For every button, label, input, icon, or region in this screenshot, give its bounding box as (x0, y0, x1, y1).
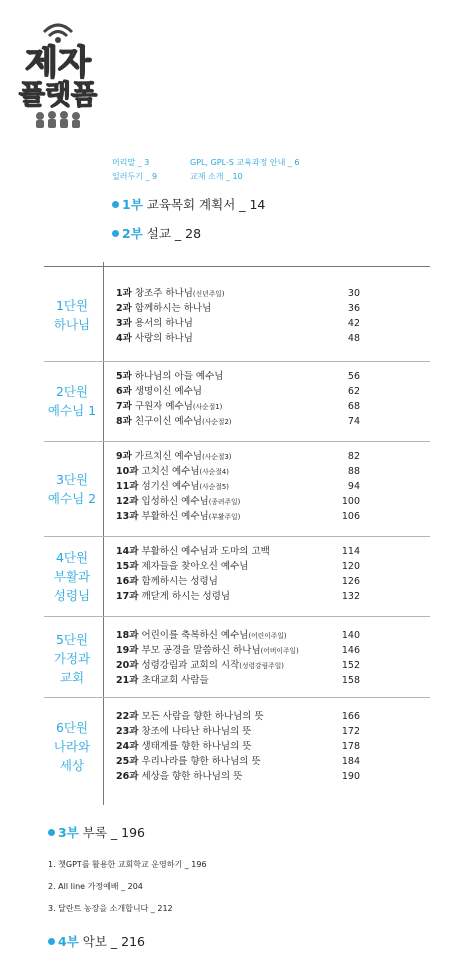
appendix-item: 3. 달란트 농장을 소개합니다 _ 212 (48, 904, 173, 913)
lesson-occasion: (어버이주일) (260, 647, 299, 655)
front-item-preface: 머리말 _ 3 (112, 158, 150, 167)
lesson-page: 74 (347, 416, 360, 427)
lesson-item (116, 316, 193, 331)
lesson-number: 4과 (116, 333, 132, 344)
lesson-number: 8과 (116, 416, 132, 427)
lesson-item (116, 384, 202, 399)
unit-name: 교회 (59, 670, 85, 685)
unit-divider (44, 536, 430, 537)
unit-number: 6단원 (55, 720, 89, 735)
lesson-title: 생태계를 향한 하나님의 뜻 (141, 741, 252, 752)
logo-line1: 제자 (25, 43, 91, 83)
lesson-page: 68 (347, 401, 360, 412)
lesson-number: 24과 (116, 741, 139, 752)
lesson-page: 106 (341, 511, 360, 522)
lesson-occasion: (사순절1) (192, 403, 223, 411)
lesson-page: 42 (347, 318, 360, 329)
lesson-item (116, 449, 231, 465)
lesson-item (116, 628, 287, 644)
unit-name: 성령님 (53, 588, 91, 603)
lesson-item (116, 399, 222, 415)
lesson-title: 고치신 예수님 (141, 466, 200, 477)
lesson-number: 6과 (116, 386, 132, 397)
lesson-item (116, 331, 193, 346)
lesson-number: 21과 (116, 675, 139, 686)
part-title: 교육목회 계획서 _ 14 (146, 197, 266, 212)
lesson-page: 36 (347, 303, 360, 314)
lesson-occasion: (신년주일) (192, 290, 225, 298)
lesson-title: 제자들을 찾아오신 예수님 (141, 561, 249, 572)
lesson-item (116, 739, 251, 754)
unit-2-label (44, 382, 100, 420)
lesson-title: 초대교회 사람들 (141, 675, 209, 686)
lesson-occasion: (어린이주일) (248, 632, 287, 640)
unit-name: 세상 (59, 758, 85, 773)
lesson-page: 166 (341, 711, 360, 722)
unit-divider (44, 697, 430, 698)
lesson-number: 16과 (116, 576, 139, 587)
part-title: 악보 _ 216 (82, 934, 145, 949)
part-number: 4부 (58, 934, 79, 949)
logo-line2: 플랫폼 (18, 80, 98, 111)
lesson-number: 7과 (116, 401, 132, 412)
unit-name: 예수님 2 (47, 491, 97, 506)
lesson-title: 함께하시는 성령님 (141, 576, 218, 587)
lesson-title: 구원자 예수님 (134, 401, 193, 412)
part-4-heading (48, 932, 145, 950)
lesson-number: 19과 (116, 645, 139, 656)
lesson-number: 20과 (116, 660, 139, 671)
lesson-item (116, 286, 225, 302)
lesson-title: 부활하신 예수님 (141, 511, 209, 522)
lesson-number: 3과 (116, 318, 132, 329)
lesson-page: 94 (347, 481, 360, 492)
lesson-item (116, 369, 223, 384)
lesson-occasion: (사순절5) (199, 483, 229, 491)
lesson-item (116, 724, 251, 739)
lesson-page: 48 (347, 333, 360, 344)
lesson-item (116, 769, 242, 784)
unit-6-label (44, 718, 100, 775)
unit-name: 부활과 (53, 569, 91, 584)
lesson-page: 184 (341, 756, 360, 767)
lesson-item (116, 658, 284, 674)
unit-name: 가정과 (53, 651, 91, 666)
lesson-page: 82 (347, 451, 360, 462)
unit-divider (44, 616, 430, 617)
lesson-title: 용서의 하나님 (134, 318, 193, 329)
lesson-item (116, 574, 218, 589)
lesson-title: 창조에 나타난 하나님의 뜻 (141, 726, 252, 737)
unit-name: 예수님 1 (47, 403, 97, 418)
lesson-title: 입성하신 예수님 (141, 496, 209, 507)
lesson-number: 14과 (116, 546, 139, 557)
unit-name: 하나님 (53, 317, 91, 332)
lesson-item (116, 754, 261, 769)
lesson-item (116, 301, 211, 316)
part-title: 부록 _ 196 (82, 825, 145, 840)
lesson-page: 56 (347, 371, 360, 382)
part-title: 설교 _ 28 (146, 226, 202, 241)
lesson-number: 1과 (116, 288, 132, 299)
lesson-item (116, 509, 240, 525)
lesson-number: 25과 (116, 756, 139, 767)
lesson-item (116, 464, 229, 480)
unit-number: 5단원 (55, 632, 89, 647)
lesson-number: 11과 (116, 481, 139, 492)
table-top-rule (44, 266, 430, 267)
unit-number: 3단원 (55, 472, 89, 487)
lesson-page: 88 (347, 466, 360, 477)
front-item-curriculum: GPL, GPL-S 교육과정 안내 _ 6 (190, 158, 300, 167)
bullet-dot-icon (112, 230, 119, 237)
lesson-title: 함께하시는 하나님 (134, 303, 212, 314)
lesson-page: 30 (347, 288, 360, 299)
lesson-item (116, 479, 229, 495)
lesson-page: 146 (341, 645, 360, 656)
lesson-title: 생명이신 예수님 (134, 386, 203, 397)
bullet-dot-icon (48, 938, 55, 945)
unit-1-label (44, 296, 100, 334)
lesson-item (116, 544, 270, 559)
lesson-number: 23과 (116, 726, 139, 737)
unit-5-label (44, 630, 100, 687)
lesson-title: 부모 공경을 말씀하신 하나님 (141, 645, 261, 656)
lesson-number: 5과 (116, 371, 132, 382)
part-number: 3부 (58, 825, 79, 840)
lesson-item (116, 494, 240, 510)
lesson-title: 하나님의 아들 예수님 (134, 371, 224, 382)
lesson-occasion: (사순절2) (202, 418, 232, 426)
lesson-title: 성령강림과 교회의 시작 (141, 660, 240, 671)
lesson-item (116, 559, 248, 574)
lesson-page: 152 (341, 660, 360, 671)
lesson-occasion: (부활주일) (208, 513, 241, 521)
lesson-occasion: (사순절4) (199, 468, 229, 476)
table-vertical-rule (103, 262, 104, 805)
lesson-item (116, 673, 209, 688)
book-logo (14, 12, 102, 130)
lesson-number: 26과 (116, 771, 139, 782)
front-item-intro: 교재 소개 _ 10 (190, 172, 243, 181)
lesson-page: 132 (341, 591, 360, 602)
unit-divider (44, 361, 430, 362)
unit-number: 2단원 (55, 384, 89, 399)
lesson-title: 부활하신 예수님과 도마의 고백 (141, 546, 270, 557)
lesson-title: 창조주 하나님 (134, 288, 193, 299)
lesson-item (116, 589, 230, 604)
lesson-title: 모든 사람을 향한 하나님의 뜻 (141, 711, 264, 722)
lesson-title: 가르치신 예수님 (134, 451, 203, 462)
lesson-number: 9과 (116, 451, 132, 462)
lesson-number: 10과 (116, 466, 139, 477)
front-item-guide: 일러두기 _ 9 (112, 172, 158, 181)
lesson-title: 우리나라를 향한 하나님의 뜻 (141, 756, 261, 767)
lesson-number: 15과 (116, 561, 139, 572)
lesson-page: 158 (341, 675, 360, 686)
lesson-page: 126 (341, 576, 360, 587)
lesson-page: 62 (347, 386, 360, 397)
unit-number: 1단원 (55, 298, 89, 313)
lesson-number: 2과 (116, 303, 132, 314)
unit-3-label (44, 470, 100, 508)
lesson-number: 18과 (116, 630, 139, 641)
lesson-occasion: (종려주일) (208, 498, 241, 506)
lesson-title: 사랑의 하나님 (134, 333, 193, 344)
lesson-occasion: (성령강림주일) (239, 662, 284, 670)
lesson-page: 140 (341, 630, 360, 641)
appendix-item: 1. 챗GPT를 활용한 교회학교 운영하기 _ 196 (48, 860, 207, 869)
part-2-heading (112, 224, 201, 242)
lesson-number: 17과 (116, 591, 139, 602)
lesson-page: 114 (341, 546, 360, 557)
unit-name: 나라와 (53, 739, 91, 754)
lesson-title: 깨닫게 하시는 성령님 (141, 591, 231, 602)
part-3-heading (48, 823, 145, 841)
unit-4-label (44, 548, 100, 605)
lesson-item (116, 709, 264, 724)
bullet-dot-icon (48, 829, 55, 836)
lesson-number: 13과 (116, 511, 139, 522)
lesson-page: 190 (341, 771, 360, 782)
lesson-page: 100 (341, 496, 360, 507)
unit-divider (44, 441, 430, 442)
lesson-number: 12과 (116, 496, 139, 507)
lesson-occasion: (사순절3) (202, 453, 232, 461)
lesson-item (116, 643, 299, 659)
lesson-title: 친구이신 예수님 (134, 416, 203, 427)
bullet-dot-icon (112, 201, 119, 208)
unit-number: 4단원 (55, 550, 89, 565)
part-1-heading (112, 195, 265, 213)
lesson-item (116, 414, 231, 430)
lesson-page: 178 (341, 741, 360, 752)
lesson-title: 세상을 향한 하나님의 뜻 (141, 771, 243, 782)
lesson-page: 120 (341, 561, 360, 572)
appendix-item: 2. All line 가정예배 _ 204 (48, 882, 143, 891)
part-number: 2부 (122, 226, 143, 241)
lesson-page: 172 (341, 726, 360, 737)
lesson-number: 22과 (116, 711, 139, 722)
part-number: 1부 (122, 197, 143, 212)
lesson-title: 어린이를 축복하신 예수님 (141, 630, 249, 641)
lesson-title: 섬기신 예수님 (141, 481, 200, 492)
